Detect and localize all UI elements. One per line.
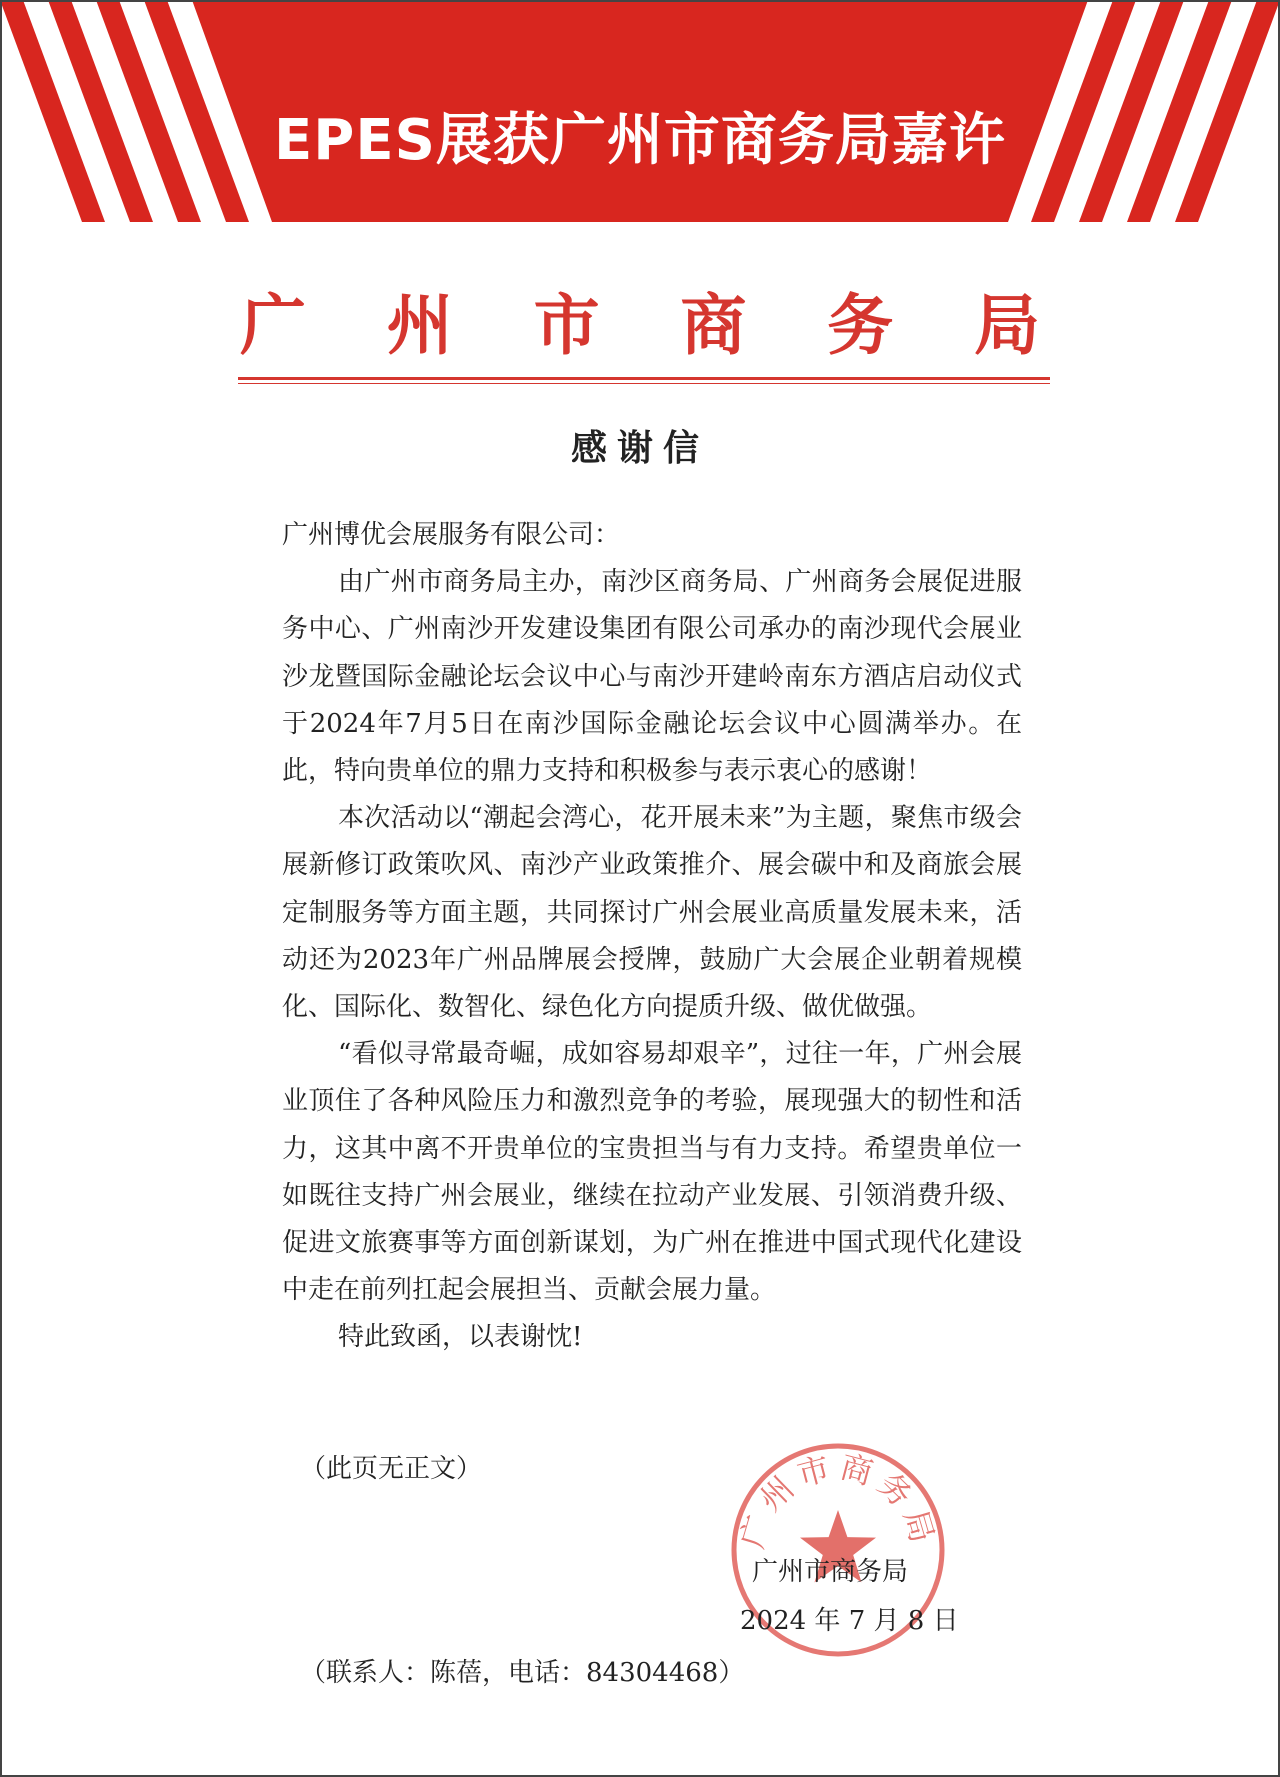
agency-char: 州 bbox=[386, 286, 453, 364]
paragraph: 本次活动以“潮起会湾心，花开展未来”为主题，聚焦市级会展新修订政策吹风、南沙产业政策推介、展会碳中和及商旅会展定制服务等方面主题，共同探讨广州会展业高质量发展未来，活动还为2023年广州品牌展会授牌，鼓励广大会展企业朝着规模化、国际化、数智化、绿色化方向提质升级、做优做强。 bbox=[282, 803, 1022, 1023]
letterhead-rule bbox=[238, 377, 1050, 380]
letter-body bbox=[282, 512, 1022, 1362]
no-body-note: （此页无正文） bbox=[300, 1454, 483, 1484]
seal-text: 广州市商务局 bbox=[732, 1447, 944, 1553]
agency-char: 局 bbox=[973, 286, 1040, 364]
sign-date: 2024 年 7 月 8 日 bbox=[740, 1606, 959, 1636]
agency-char: 务 bbox=[827, 286, 894, 364]
agency-char: 市 bbox=[533, 286, 600, 364]
salutation: 广州博优会展服务有限公司： bbox=[282, 520, 621, 550]
signature: 广州市商务局 bbox=[752, 1557, 909, 1587]
agency-letterhead bbox=[240, 286, 1040, 364]
letterhead-rule-thin bbox=[238, 383, 1050, 384]
paragraph: “看似寻常最奇崛，成如容易却艰辛”，过往一年，广州会展业顶住了各种风险压力和激烈竞争的考验，展现强大的韧性和活力，这其中离不开贵单位的宝贵担当与有力支持。希望贵单位一如既往支持广州会展业，继续在拉动产业发展、引领消费升级、促进文旅赛事等方面创新谋划，为广州在推进中国式现代化建设中走在前列扛起会展担当、贡献会展力量。 bbox=[282, 1039, 1022, 1306]
banner bbox=[0, 0, 1280, 222]
letter-title: 感谢信 bbox=[570, 427, 709, 469]
paragraph: 由广州市商务局主办，南沙区商务局、广州商务会展促进服务中心、广州南沙开发建设集团有限公司承办的南沙现代会展业沙龙暨国际金融论坛会议中心与南沙开建岭南东方酒店启动仪式于2024年7月5日在南沙国际金融论坛会议中心圆满举办。在此，特向贵单位的鼎力支持和积极参与表示衷心的感谢！ bbox=[282, 567, 1022, 787]
closing-line: 特此致函，以表谢忱! bbox=[338, 1322, 583, 1353]
agency-char: 商 bbox=[680, 286, 747, 364]
agency-char: 广 bbox=[240, 286, 306, 364]
contact-info: （联系人：陈蓓，电话：84304468） bbox=[300, 1658, 745, 1688]
banner-title: EPES展获广州市商务局嘉许 bbox=[274, 108, 1006, 173]
